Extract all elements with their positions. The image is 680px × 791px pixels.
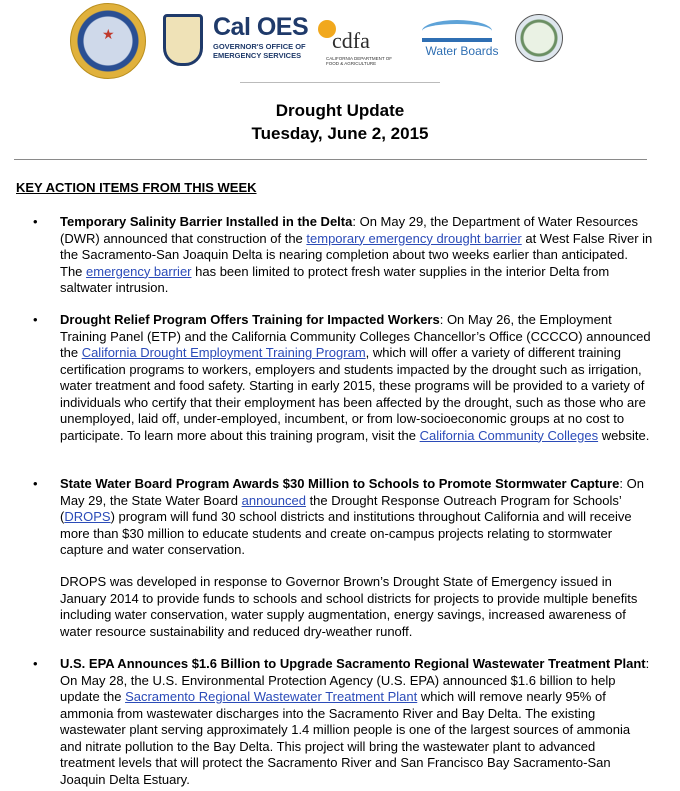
cdfa-subtitle: CALIFORNIA DEPARTMENT OF FOOD & AGRICULTURE [326,56,393,66]
cdfa-title: cdfa [332,28,370,53]
cal-oes-shield-logo [163,14,203,66]
training-program-link[interactable]: California Drought Employment Training Program [81,345,366,360]
list-item [60,656,653,788]
governor-seal-logo [70,3,146,79]
bullet-icon: • [33,656,38,671]
item-text: at West False River in the Sacramento-San Joaquin Delta is nearing completion about two weeks earlier than anticipated. The [60,230,653,279]
drops-link[interactable]: DROPS [64,509,111,524]
document-title: Drought Update [275,101,405,120]
item-heading: Drought Relief Program Offers Training for Impacted Workers [60,312,440,327]
water-boards-title: Water Boards [425,44,499,58]
logo-banner [0,0,680,80]
cal-oes-subtitle: GOVERNOR'S OFFICE OF EMERGENCY SERVICES [213,42,306,60]
banner-divider [240,82,440,83]
community-colleges-link[interactable]: California Community Colleges [419,427,599,443]
waves-icon [422,20,492,42]
dwr-seal-logo [515,14,563,62]
bullet-icon: • [33,476,38,491]
title-divider [14,159,647,160]
barrier-link[interactable]: temporary emergency drought barrier [306,230,522,246]
treatment-plant-link[interactable]: Sacramento Regional Wastewater Treatment Plant [125,689,418,704]
cdfa-logo [318,20,408,68]
list-item [60,214,653,297]
item-text: : On May 29, the State Water Board [60,476,644,508]
item-text: has been limited to protect fresh water supplies in the interior Delta from saltwater intrusion. [60,263,610,295]
cal-oes-title: Cal OES [213,13,309,41]
emergency-barrier-link[interactable]: emergency barrier [86,263,192,279]
bullet-icon: • [33,214,38,229]
item-text: ) program will fund 30 school districts and institutions throughout California and will receive more than $30 million to educate students and create on-campus projects relating to stormwater capture and water conservation. [60,509,632,557]
announced-link[interactable]: announced [241,492,306,508]
section-heading: KEY ACTION ITEMS FROM THIS WEEK [16,180,257,195]
item-heading: Temporary Salinity Barrier Installed in the Delta [60,214,353,229]
item-text: : On May 26, the Employment Training Panel (ETP) and the California Community Colleges Chancellor’s Office (CCCCO) announced the [60,312,651,360]
bullet-icon: • [33,312,38,327]
item-text: the Drought Response Outreach Program for Schools’ ( [60,492,622,524]
item-heading: U.S. EPA Announces $1.6 Billion to Upgrade Sacramento Regional Wastewater Treatment Plant [60,656,646,671]
document-date: Tuesday, June 2, 2015 [251,124,429,143]
item-heading: State Water Board Program Awards $30 Million to Schools to Promote Stormwater Capture [60,476,620,491]
item-text: which will remove nearly 95% of ammonia from wastewater discharges into the Sacramento River and Bay Delta. The existing wastewater plant serving approximately 1.4 million people is one of the largest sources of ammonia and nitrate pollution to the Bay Delta. This project will bring the wastewater plant to advanced treatment levels that will protect the Sacramento River and San Francisco Bay Sacramento-San Joaquin Delta Estuary. [60,689,631,787]
water-boards-logo [422,20,502,68]
list-item [60,476,653,559]
item-text: , which will offer a variety of different training certification programs to workers, employers and students impacted by the drought such as irrigation, water treatment and food safety. Starting in early 2015, these programs will be provided to a variety of individuals who certify that their employment has been affected by the drought, such as those who are unemployed, laid off, under-employed, incumbent, or from low-socioeconomic groups at no cost to participate. To learn more about this training program, visit the [60,345,646,443]
cal-oes-logo [213,14,323,69]
item-text: : On May 29, the Department of Water Resources (DWR) announced that construction of the [60,214,638,246]
item-text: website. [598,427,650,443]
item-paragraph: DROPS was developed in response to Governor Brown’s Drought State of Emergency issued in January 2014 to provide funds to schools and school districts for projects to provide multiple benefits including water conservation, water supply augmentation, energy savings, increased awareness of water resource sustainability and reduced dry-weather runoff. [60,574,638,639]
item-text: : On May 28, the U.S. Environmental Protection Agency (U.S. EPA) announced $1.6 billion to help update the [60,656,650,704]
list-item [60,312,653,444]
star-icon: ★ [102,26,115,42]
